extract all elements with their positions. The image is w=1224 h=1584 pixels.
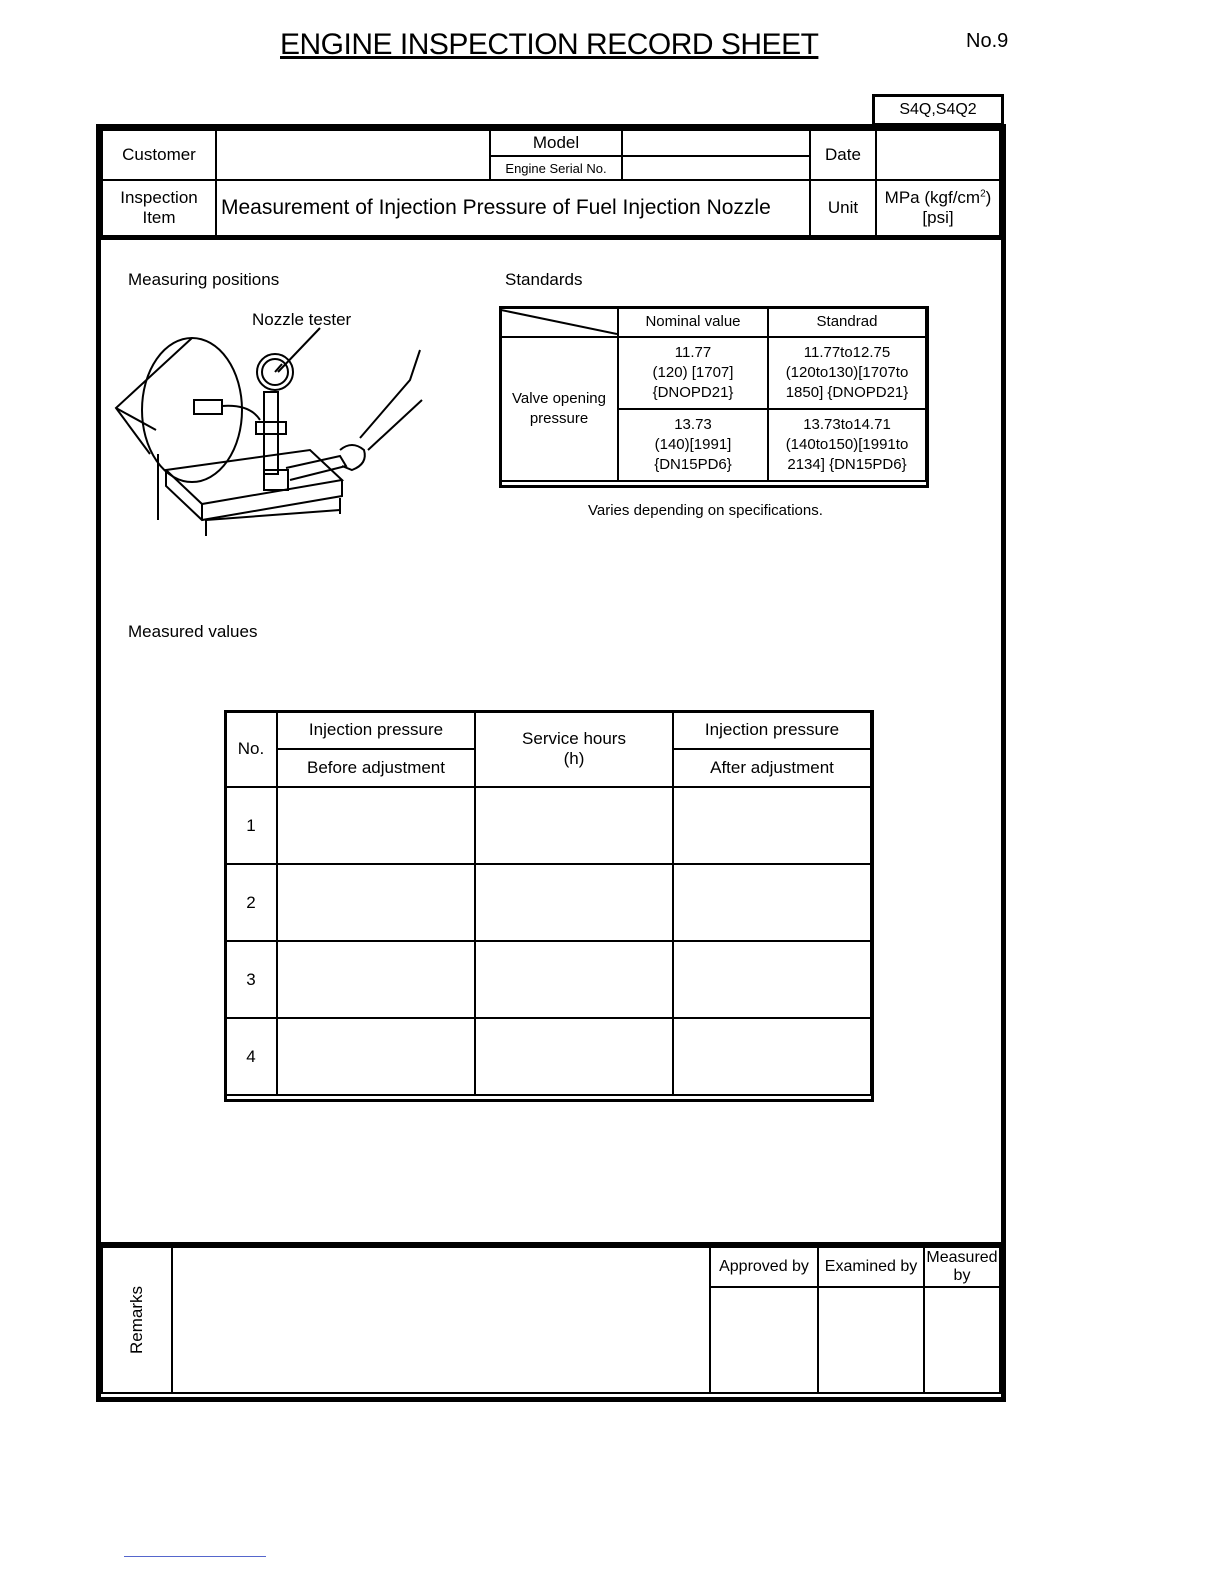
after-adjustment-cell[interactable] [673, 1018, 871, 1095]
nozzle-tester-label: Nozzle tester [252, 310, 352, 329]
row-number: 1 [225, 787, 277, 864]
measured-by-label: Measured by [924, 1247, 1000, 1287]
nominal-cell-1 [618, 337, 768, 409]
standard-1-line1: 11.77to12.75 [803, 344, 891, 361]
service-hours-cell[interactable] [475, 1018, 673, 1095]
nominal-2-line2: (140)[1991] [654, 436, 732, 453]
standard-1-line2: (120to130)[1707to [785, 364, 909, 381]
row-number: 2 [225, 864, 277, 941]
bottom-rule [124, 1556, 266, 1557]
model-label: Model [490, 130, 622, 156]
nominal-2-line1: 13.73 [674, 416, 712, 433]
standards-label: Standards [505, 270, 583, 289]
valve-opening-pressure-label [500, 337, 618, 481]
nominal-1-line3: {DNOPD21} [652, 384, 734, 401]
table-row [225, 787, 871, 864]
remarks-label: Remarks [127, 1285, 147, 1355]
approved-by-label: Approved by [710, 1247, 818, 1287]
after-adjustment-cell[interactable] [673, 864, 871, 941]
standard-2-line2: (140to150)[1991to [785, 436, 909, 453]
unit-value-main: MPa (kgf/cm [884, 188, 981, 207]
serial-field[interactable] [622, 156, 810, 180]
standard-2-line1: 13.73to14.71 [803, 416, 891, 433]
after-adjustment-cell[interactable] [673, 787, 871, 864]
col-standard-header: Standrad [768, 307, 926, 337]
table-row [225, 941, 871, 1018]
col-before-header-1: Injection pressure [277, 711, 475, 749]
customer-field[interactable] [216, 130, 490, 180]
standards-table [499, 306, 927, 482]
inspection-item-value: Measurement of Injection Pressure of Fuel Injection Nozzle [216, 180, 810, 236]
model-field[interactable] [622, 130, 810, 156]
before-adjustment-cell[interactable] [277, 864, 475, 941]
inspection-label-line2: Item [142, 208, 176, 227]
standards-corner-cell [500, 307, 618, 337]
service-hours-cell[interactable] [475, 864, 673, 941]
nominal-1-line1: 11.77 [674, 344, 712, 361]
table-row [225, 1018, 871, 1095]
model-code-box: S4Q,S4Q2 [872, 94, 1004, 126]
row-label-line1: Valve opening [512, 390, 606, 407]
approved-by-signature[interactable] [710, 1287, 818, 1393]
before-adjustment-cell[interactable] [277, 1018, 475, 1095]
unit-value [876, 180, 1000, 236]
table-row [225, 864, 871, 941]
unit-value-sup: 2 [980, 188, 986, 200]
col-after-header-1: Injection pressure [673, 711, 871, 749]
inspection-label-line1: Inspection [120, 188, 198, 207]
standard-cell-2 [768, 409, 926, 481]
col-service-header [475, 711, 673, 787]
col-service-line2: (h) [563, 749, 585, 768]
examined-by-signature[interactable] [818, 1287, 924, 1393]
measured-values-label: Measured values [128, 622, 258, 641]
nominal-1-line2: (120) [1707] [652, 364, 734, 381]
serial-label: Engine Serial No. [490, 156, 622, 180]
before-adjustment-cell[interactable] [277, 941, 475, 1018]
before-adjustment-cell[interactable] [277, 787, 475, 864]
col-no-header: No. [225, 711, 277, 787]
col-before-header-2: Before adjustment [277, 749, 475, 787]
standards-note: Varies depending on specifications. [588, 502, 823, 519]
footer-table [101, 1246, 1001, 1394]
header-bottom-rule [101, 236, 1001, 240]
unit-label: Unit [810, 180, 876, 236]
remarks-label-cell [102, 1247, 172, 1393]
measuring-positions-label: Measuring positions [128, 270, 280, 289]
date-label: Date [810, 130, 876, 180]
examined-by-label: Examined by [818, 1247, 924, 1287]
row-label-line2: pressure [529, 410, 589, 427]
header-info-table [101, 129, 1001, 237]
standard-cell-1 [768, 337, 926, 409]
service-hours-cell[interactable] [475, 787, 673, 864]
row-number: 4 [225, 1018, 277, 1095]
nominal-2-line3: {DN15PD6} [654, 456, 732, 473]
standard-1-line3: 1850] {DNOPD21} [785, 384, 909, 401]
nozzle-tester-illustration [110, 320, 430, 540]
unit-value-close: ) [985, 188, 992, 207]
row-number: 3 [225, 941, 277, 1018]
unit-value-psi: [psi] [922, 208, 954, 227]
date-field[interactable] [876, 130, 1000, 180]
service-hours-cell[interactable] [475, 941, 673, 1018]
document-title: ENGINE INSPECTION RECORD SHEET [280, 28, 819, 61]
inspection-item-label [102, 180, 216, 236]
standard-2-line3: 2134] {DN15PD6} [787, 456, 907, 473]
after-adjustment-cell[interactable] [673, 941, 871, 1018]
corner-diagonal [501, 308, 617, 336]
col-service-line1: Service hours [522, 729, 626, 748]
col-nominal-header: Nominal value [618, 307, 768, 337]
sheet-number: No.9 [966, 30, 1009, 52]
col-after-header-2: After adjustment [673, 749, 871, 787]
remarks-field[interactable] [172, 1247, 710, 1393]
measured-by-signature[interactable] [924, 1287, 1000, 1393]
customer-label: Customer [102, 130, 216, 180]
measured-values-table [224, 710, 872, 1096]
nominal-cell-2 [618, 409, 768, 481]
